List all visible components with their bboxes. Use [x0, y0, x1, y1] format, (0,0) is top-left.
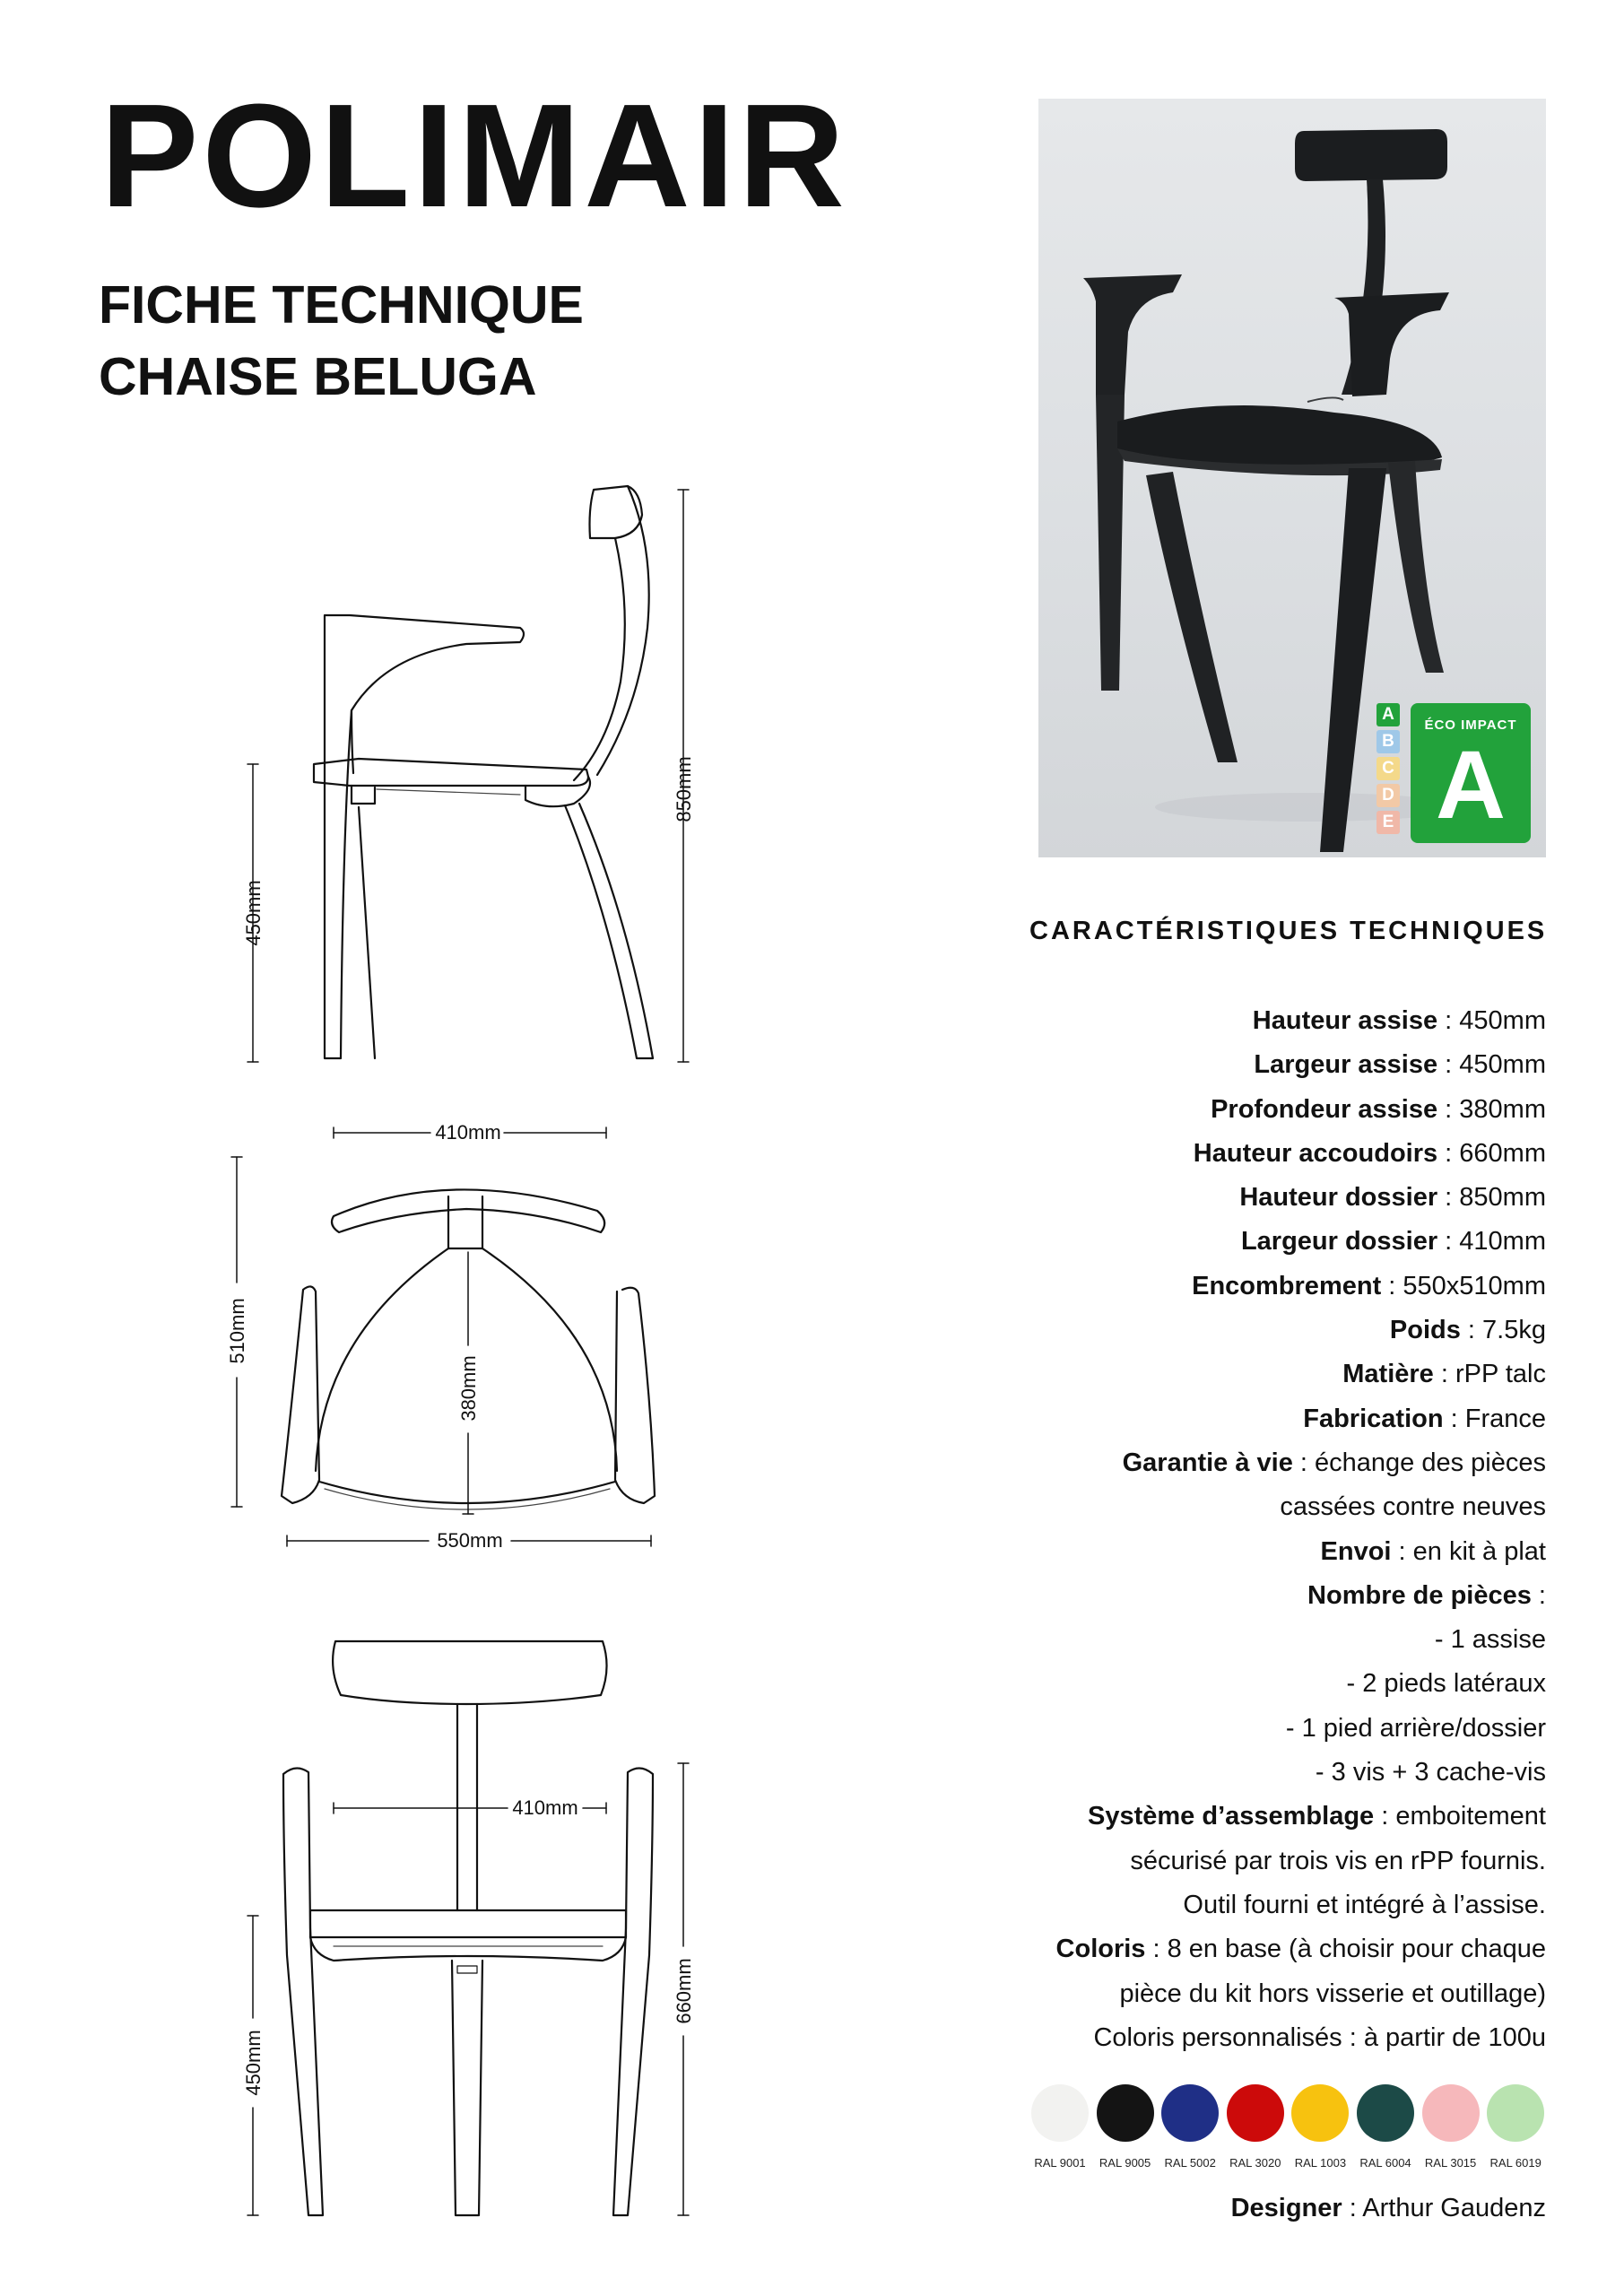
front-view-drawing	[283, 1641, 653, 2215]
eco-scale-e: E	[1376, 811, 1400, 834]
color-swatch-label: RAL 9001	[1034, 2156, 1086, 2170]
designer-credit	[1029, 2194, 1546, 2223]
dim-top-seat-depth: 380mm	[457, 1355, 480, 1422]
spec-line	[968, 1927, 1546, 1971]
eco-grade: A	[1436, 730, 1506, 839]
spec-key: Nombre de pièces	[1307, 1580, 1532, 1610]
spec-value: : rPP talc	[1433, 1360, 1546, 1389]
title-line-1: FICHE TECHNIQUE	[99, 275, 584, 335]
spec-value: : échange des pièces	[1292, 1448, 1546, 1477]
spec-line	[968, 1972, 1546, 2016]
spec-line	[968, 1265, 1546, 1309]
spec-line	[968, 1530, 1546, 1574]
spec-value: : 550x510mm	[1381, 1271, 1546, 1300]
spec-key: Hauteur assise	[1252, 1006, 1438, 1035]
spec-key: Largeur assise	[1254, 1050, 1438, 1080]
spec-line	[968, 1707, 1546, 1751]
spec-value: : 410mm	[1437, 1227, 1546, 1257]
spec-line	[968, 1309, 1546, 1352]
spec-key: Matière	[1342, 1360, 1434, 1389]
designer-value: : Arthur Gaudenz	[1342, 2194, 1546, 2222]
spec-line	[968, 1441, 1546, 1485]
color-swatch	[1161, 2084, 1219, 2142]
spec-value: cassées contre neuves	[1280, 1492, 1546, 1522]
color-swatch-label: RAL 9005	[1099, 2156, 1151, 2170]
spec-value: : en kit à plat	[1391, 1536, 1546, 1566]
eco-scale-a: A	[1376, 703, 1400, 726]
color-swatch	[1227, 2084, 1284, 2142]
color-swatch	[1031, 2084, 1089, 2142]
dim-front-backrest-width: 410mm	[512, 1796, 578, 1819]
color-swatch-label: RAL 5002	[1164, 2156, 1216, 2170]
spec-value: : 450mm	[1437, 1050, 1546, 1080]
spec-value: : 850mm	[1437, 1183, 1546, 1213]
color-swatch-label: RAL 3020	[1229, 2156, 1281, 2170]
spec-line	[968, 1618, 1546, 1662]
chair-line-drawings	[0, 0, 807, 2296]
specs-heading: CARACTÉRISTIQUES TECHNIQUES	[1029, 917, 1548, 945]
spec-key: Fabrication	[1303, 1404, 1444, 1433]
eco-grade-box	[1411, 703, 1531, 843]
spec-key: Encombrement	[1192, 1271, 1382, 1300]
spec-line	[968, 1220, 1546, 1264]
dim-front-seat-height: 450mm	[242, 2030, 265, 2096]
spec-key: Hauteur dossier	[1239, 1183, 1438, 1213]
spec-line	[968, 1088, 1546, 1132]
color-swatch	[1291, 2084, 1349, 2142]
eco-impact-badge	[1376, 703, 1540, 845]
color-swatch	[1357, 2084, 1414, 2142]
spec-line	[968, 1176, 1546, 1220]
spec-value: : 450mm	[1437, 1006, 1546, 1035]
title-line-2: CHAISE BELUGA	[99, 347, 537, 406]
color-swatch-label: RAL 3015	[1424, 2156, 1477, 2170]
spec-value: - 1 assise	[1434, 1625, 1546, 1655]
spec-value: Outil fourni et intégré à l’assise.	[1183, 1890, 1546, 1919]
spec-line	[968, 1397, 1546, 1441]
dim-front-armrest-height: 660mm	[673, 1958, 695, 2024]
spec-key: Système d’assemblage	[1088, 1802, 1375, 1831]
spec-value: : emboitement	[1374, 1802, 1546, 1831]
spec-line	[968, 1839, 1546, 1883]
eco-scale-c: C	[1376, 757, 1400, 780]
color-swatches	[1029, 2084, 1546, 2192]
eco-title: ÉCO IMPACT	[1424, 718, 1517, 733]
spec-value: sécurisé par trois vis en rPP fournis.	[1130, 1846, 1546, 1875]
color-swatch-label: RAL 1003	[1294, 2156, 1347, 2170]
brand-logo: POLIMAIR	[100, 74, 848, 238]
spec-line	[968, 1883, 1546, 1927]
dim-top-backrest-width: 410mm	[435, 1121, 501, 1144]
spec-key: Poids	[1389, 1316, 1461, 1345]
spec-line	[968, 1751, 1546, 1795]
technical-drawings	[0, 0, 807, 2296]
spec-value: pièce du kit hors visserie et outillage)	[1119, 1979, 1546, 2008]
spec-line	[968, 1574, 1546, 1618]
color-swatch-label: RAL 6004	[1359, 2156, 1411, 2170]
color-swatch	[1487, 2084, 1544, 2142]
spec-value: :	[1531, 1580, 1546, 1610]
color-swatch	[1422, 2084, 1480, 2142]
spec-value: : 380mm	[1437, 1094, 1546, 1124]
eco-scale	[1376, 703, 1402, 838]
spec-value: : 7.5kg	[1460, 1316, 1546, 1345]
dim-top-overall-width: 550mm	[437, 1529, 503, 1552]
spec-key: Largeur dossier	[1240, 1227, 1438, 1257]
spec-key: Garantie à vie	[1122, 1448, 1293, 1477]
specs-list	[968, 999, 1546, 2060]
spec-line	[968, 1485, 1546, 1529]
spec-line	[968, 1043, 1546, 1087]
spec-value: : 660mm	[1437, 1138, 1546, 1168]
spec-line	[968, 2016, 1546, 2060]
spec-value: - 2 pieds latéraux	[1346, 1669, 1546, 1699]
dim-side-seat-height: 450mm	[242, 880, 265, 946]
spec-key: Envoi	[1320, 1536, 1392, 1566]
spec-value: Coloris personnalisés : à partir de 100u	[1093, 2022, 1546, 2052]
spec-value: : France	[1443, 1404, 1546, 1433]
spec-value: - 3 vis + 3 cache-vis	[1315, 1758, 1546, 1787]
spec-line	[968, 1795, 1546, 1839]
side-view-drawing	[314, 486, 653, 1058]
spec-line	[968, 1662, 1546, 1706]
spec-key: Coloris	[1055, 1935, 1146, 1964]
spec-key: Profondeur assise	[1211, 1094, 1438, 1124]
spec-value: : 8 en base (à choisir pour chaque	[1145, 1935, 1546, 1964]
color-swatch	[1097, 2084, 1154, 2142]
spec-value: - 1 pied arrière/dossier	[1285, 1713, 1546, 1743]
eco-scale-b: B	[1376, 730, 1400, 753]
spec-line	[968, 1132, 1546, 1176]
spec-key: Hauteur accoudoirs	[1193, 1138, 1438, 1168]
spec-line	[968, 1352, 1546, 1396]
designer-key: Designer	[1230, 2194, 1342, 2222]
spec-line	[968, 999, 1546, 1043]
eco-scale-d: D	[1376, 784, 1400, 807]
color-swatch-label: RAL 6019	[1489, 2156, 1541, 2170]
dim-side-total-height: 850mm	[673, 756, 695, 822]
dim-top-depth: 510mm	[226, 1298, 248, 1364]
